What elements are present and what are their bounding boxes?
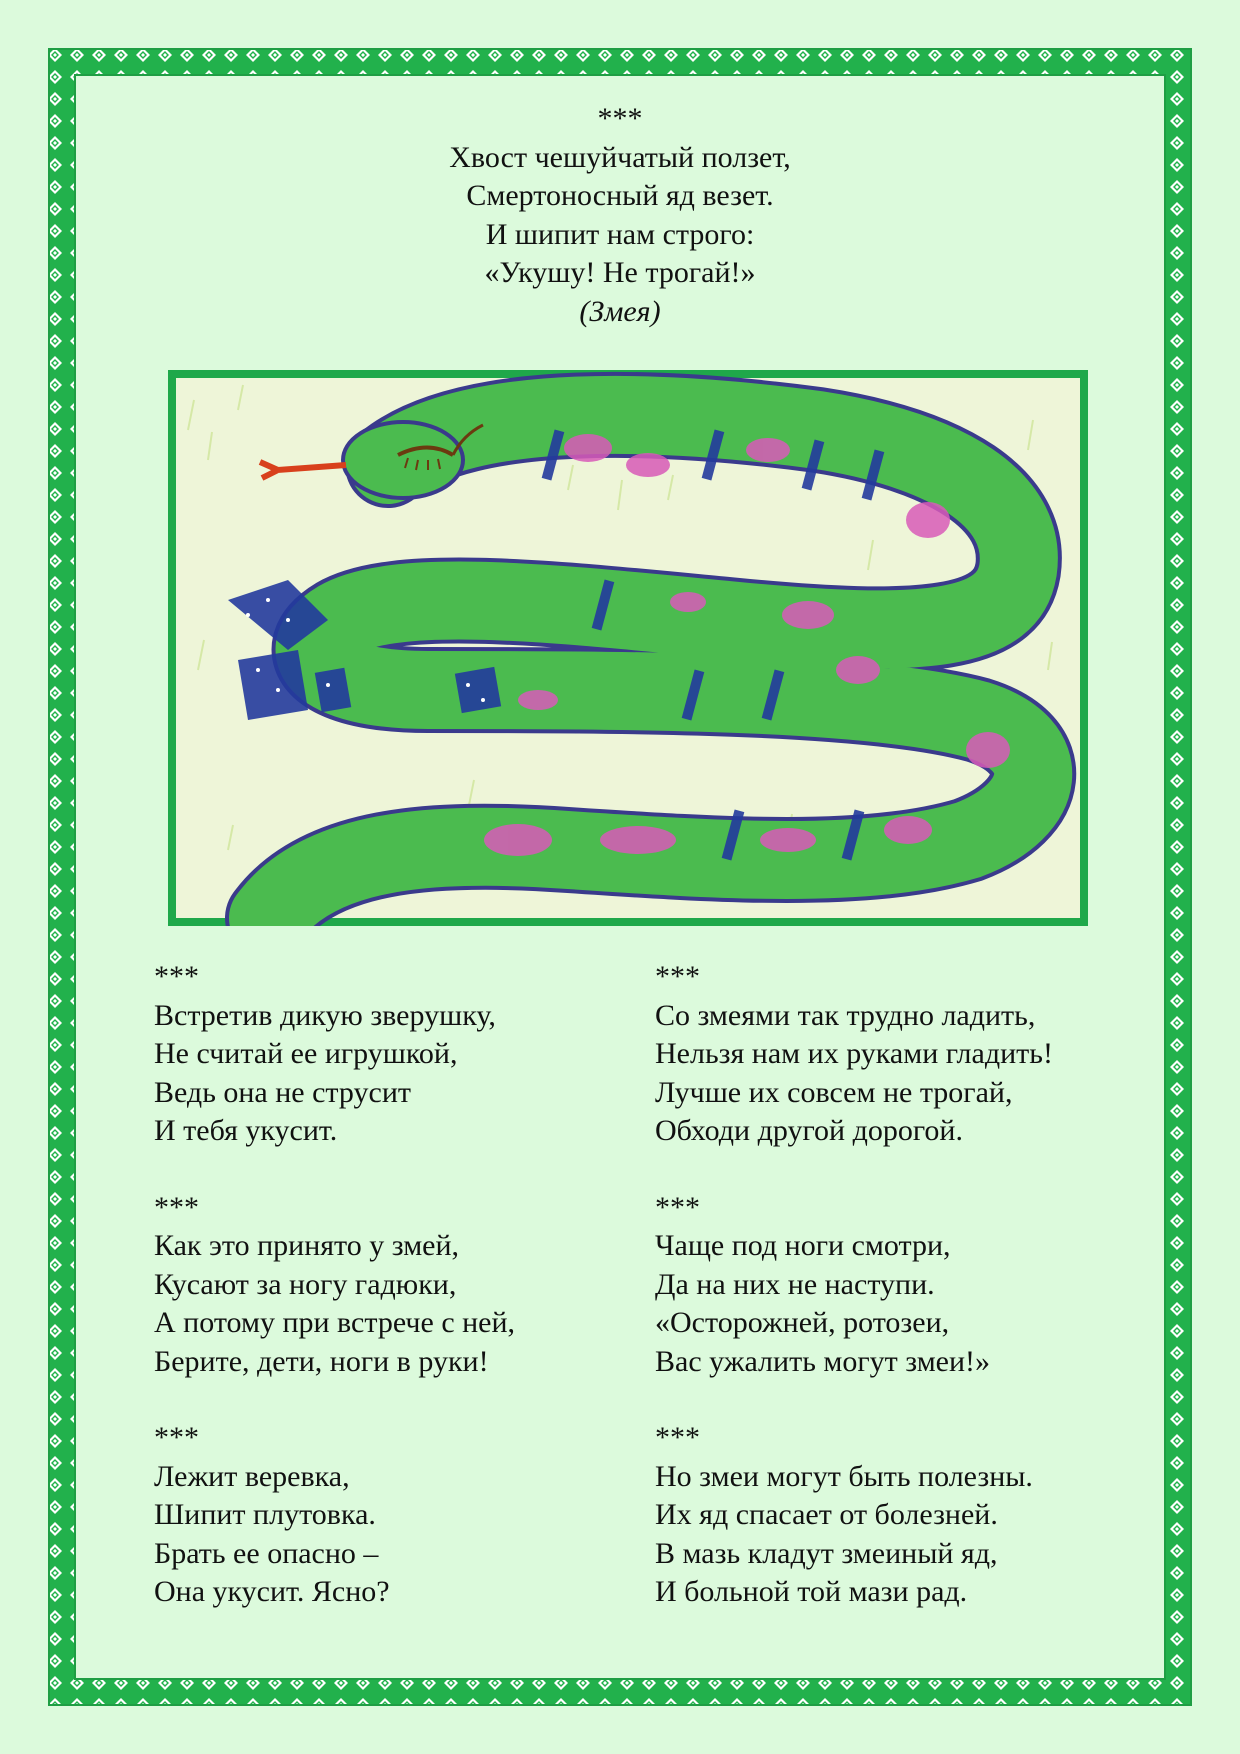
poem-line: Их яд спасает от болезней. xyxy=(655,1498,998,1531)
poem-line: Но змеи могут быть полезны. xyxy=(655,1459,1033,1493)
poem-line: Ведь она не струсит xyxy=(154,1075,411,1109)
right-column xyxy=(655,958,1053,1650)
poem-line: Лежит веревка, xyxy=(154,1459,350,1493)
poem-line: Встретив дикую зверушку, xyxy=(154,998,496,1032)
poem-line: Брать ее опасно – xyxy=(154,1536,379,1570)
poem-line: Обходи другой дорогой. xyxy=(655,1114,963,1147)
stanza xyxy=(655,958,1053,1151)
poem-line: Шипит плутовка. xyxy=(154,1498,376,1531)
stanza xyxy=(655,1419,1053,1612)
left-column xyxy=(154,958,515,1650)
poem-line: Она укусит. Ясно? xyxy=(154,1575,390,1608)
poem-line: В мазь кладут змеиный яд, xyxy=(655,1536,998,1570)
riddle-answer: (Змея) xyxy=(579,294,661,328)
poem-line: А потому при встрече с ней, xyxy=(154,1306,516,1339)
poem-line: Кусают за ногу гадюки, xyxy=(154,1267,457,1301)
poem-line: Не считай ее игрушкой, xyxy=(154,1037,458,1070)
poem-line: И больной той мази рад. xyxy=(655,1575,968,1608)
snake-drawing xyxy=(168,370,1088,926)
poem-line: Да на них не наступи. xyxy=(655,1267,935,1301)
stanza-marker: *** xyxy=(154,1190,199,1224)
stanza-marker: *** xyxy=(154,1421,199,1454)
poem-line: Вас ужалить могут змеи!» xyxy=(655,1344,991,1378)
poem-line: «Укушу! Не трогай!» xyxy=(484,256,756,289)
stanza xyxy=(655,1189,1053,1382)
stanza-marker: *** xyxy=(655,1190,700,1224)
poem-line: Как это принято у змей, xyxy=(154,1229,460,1262)
stanza-marker: *** xyxy=(597,102,643,135)
poem-line: И тебя укусит. xyxy=(154,1114,338,1147)
stanza xyxy=(154,958,515,1151)
poem-line: Лучше их совсем не трогай, xyxy=(655,1075,1013,1109)
stanza xyxy=(154,1189,515,1382)
riddle-poem xyxy=(0,100,1240,331)
poem-line: Хвост чешуйчатый ползет, xyxy=(449,140,791,174)
stanza-marker: *** xyxy=(655,1421,700,1454)
poem-line: Со змеями так трудно ладить, xyxy=(655,998,1036,1032)
stanza-marker: *** xyxy=(154,960,199,993)
stanza xyxy=(154,1419,515,1612)
poem-line: Берите, дети, ноги в руки! xyxy=(154,1344,489,1378)
stanza-marker: *** xyxy=(655,960,700,993)
poem-line: «Осторожней, ротозеи, xyxy=(655,1306,950,1339)
poem-line: Чаще под ноги смотри, xyxy=(655,1229,951,1262)
poem-line: Смертоносный яд везет. xyxy=(466,179,774,212)
poem-line: И шипит нам строго: xyxy=(485,217,755,251)
poem-line: Нельзя нам их руками гладить! xyxy=(655,1037,1053,1070)
